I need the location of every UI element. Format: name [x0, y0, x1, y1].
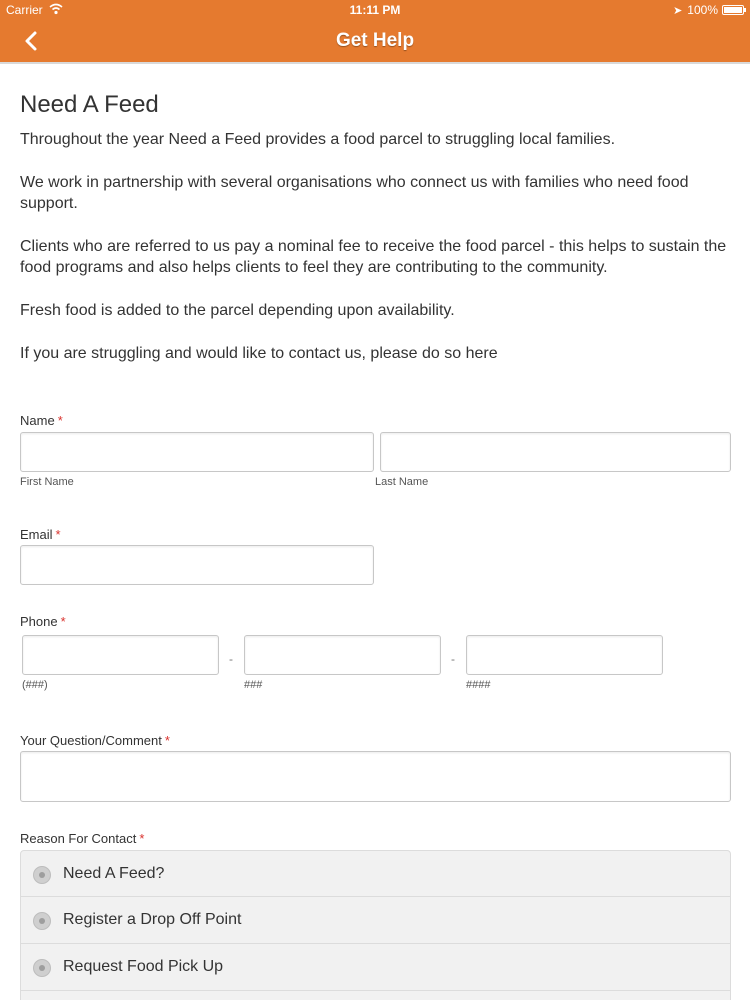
battery-icon: [722, 5, 744, 15]
first-name-input[interactable]: [20, 432, 374, 472]
radio-button-icon[interactable]: [33, 866, 51, 884]
nav-bar: [0, 20, 750, 62]
phone-prefix-sublabel: ###: [244, 679, 263, 691]
reason-radio-group: [20, 850, 731, 1000]
last-name-sublabel: Last Name: [375, 476, 429, 488]
required-marker: *: [139, 831, 145, 846]
reason-option-need-a-feed[interactable]: [20, 850, 731, 897]
required-marker: *: [60, 614, 66, 629]
reason-option-food-pick-up[interactable]: [20, 944, 731, 991]
first-name-sublabel: First Name: [20, 476, 74, 488]
phone-separator: -: [229, 652, 233, 666]
intro-paragraph: Fresh food is added to the parcel depending upon availability.: [20, 302, 455, 319]
nav-title: Get Help: [335, 30, 415, 51]
reason-label: Reason For Contact *: [20, 831, 145, 846]
name-label: Name *: [20, 413, 63, 428]
battery-percent: 100%: [687, 3, 718, 17]
email-label: Email *: [20, 527, 61, 542]
radio-button-icon[interactable]: [33, 912, 51, 930]
radio-option-label: Need A Feed?: [63, 865, 165, 882]
intro-paragraph: Throughout the year Need a Feed provides a food parcel to struggling local families.: [20, 131, 616, 148]
status-time: 11:11 PM: [349, 3, 401, 17]
carrier-name: Carrier: [6, 3, 43, 17]
required-marker: *: [57, 413, 63, 428]
reason-option-drop-off-point[interactable]: [20, 897, 731, 944]
radio-option-label: Request Food Pick Up: [63, 958, 224, 975]
phone-prefix-input[interactable]: [244, 635, 441, 675]
nav-divider: [0, 62, 750, 64]
phone-line-sublabel: ####: [466, 679, 491, 691]
email-input[interactable]: [20, 545, 374, 585]
comment-label: Your Question/Comment *: [20, 733, 170, 748]
phone-line-number-input[interactable]: [466, 635, 663, 675]
required-marker: *: [164, 733, 170, 748]
phone-label: Phone *: [20, 614, 66, 629]
last-name-input[interactable]: [380, 432, 731, 472]
intro-paragraph: Clients who are referred to us pay a nominal fee to receive the food parcel - this helps to sustain the food programs and also helps clients to feel they are contributing to the community.: [20, 238, 727, 276]
radio-option-label: Register a Drop Off Point: [63, 911, 242, 928]
intro-paragraph: We work in partnership with several organisations who connect us with families who need food support.: [20, 174, 689, 212]
intro-paragraph: If you are struggling and would like to contact us, please do so here: [20, 345, 498, 362]
page-title: Need A Feed: [20, 91, 159, 118]
location-arrow-icon: ➤: [673, 4, 683, 17]
status-bar: [0, 0, 750, 20]
comment-textarea[interactable]: [20, 751, 731, 802]
required-marker: *: [55, 527, 61, 542]
phone-area-sublabel: (###): [22, 679, 48, 691]
reason-option-more[interactable]: [20, 991, 731, 1000]
phone-separator: -: [451, 652, 455, 666]
phone-area-code-input[interactable]: [22, 635, 219, 675]
radio-button-icon[interactable]: [33, 959, 51, 977]
